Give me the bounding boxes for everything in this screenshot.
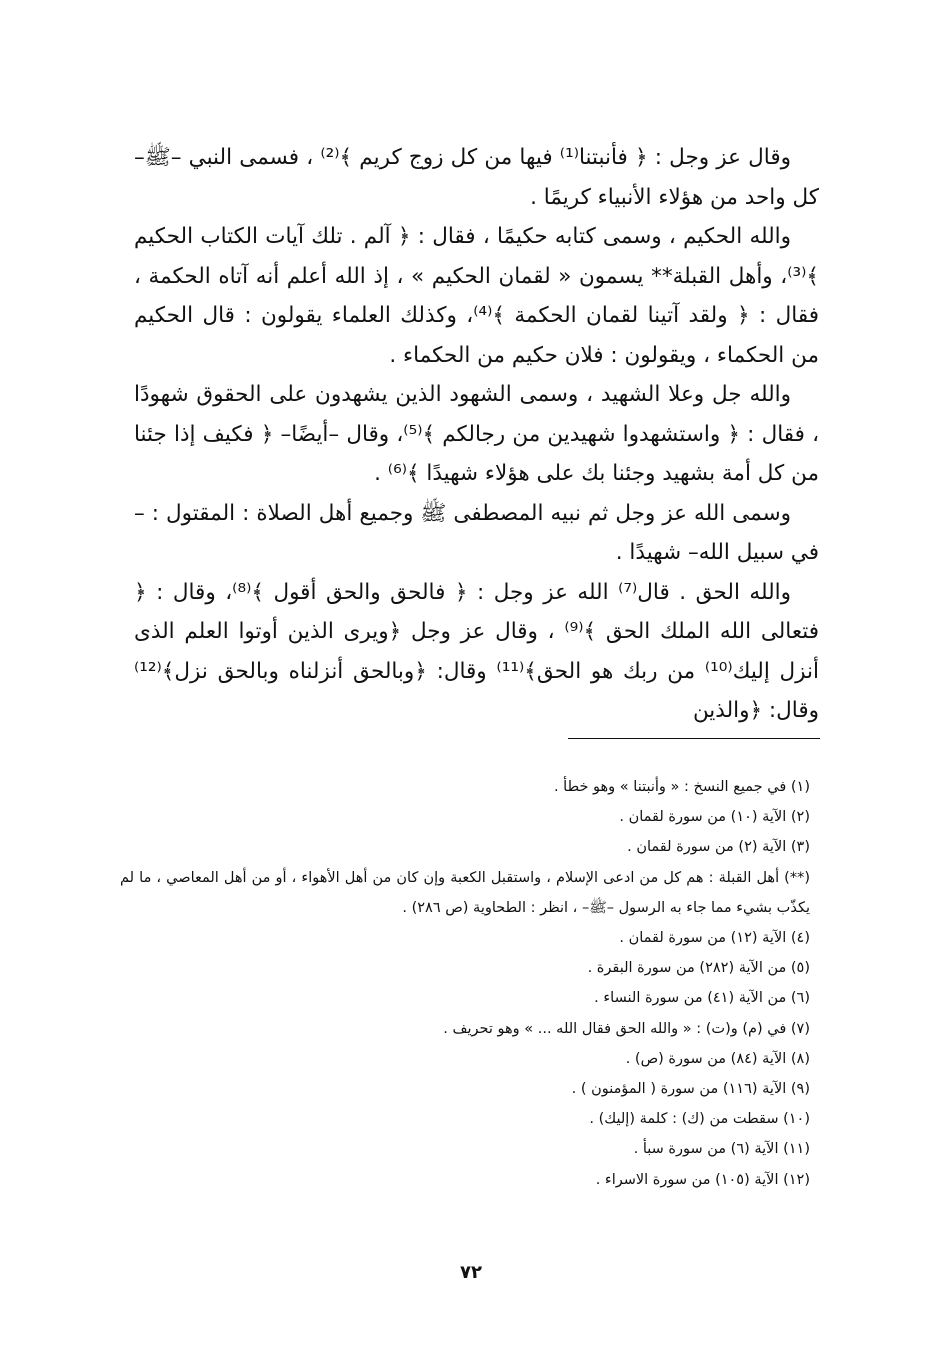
main-text (134, 138, 819, 731)
footnote: (١١) الآية (٦) من سورة سبأ . (633, 1141, 810, 1158)
footnote: (٤) الآية (١٢) من سورة لقمان . (619, 930, 810, 947)
footnote: (١٠) سقطت من (ك) : كلمة (إليك) . (589, 1111, 810, 1128)
footnote: (٥) من الآية (٢٨٢) من سورة البقرة . (587, 960, 810, 977)
footnote: (١٢) الآية (١٠٥) من سورة الاسراء . (595, 1171, 810, 1188)
paragraph: والله الحق . قال⁽⁷⁾ الله عز وجل : ﴿ فالحق والحق أقول ﴾⁽⁸⁾، وقال : ﴿ فتعالى الله الملك الحق ﴾⁽⁹⁾ ، وقال عز وجل ﴿ويرى الذين أوتوا العلم الذى أنزل إليك⁽¹⁰⁾ من ربك هو الحق﴾⁽¹¹⁾ وقال: ﴿وبالحق أنزلناه وبالحق نزل﴾⁽¹²⁾ وقال: ﴿والذين (134, 579, 820, 723)
footnote: (٩) الآية (١١٦) من سورة ( المؤمنون ) . (571, 1081, 810, 1098)
footnote: (٦) من الآية (٤١) من سورة النساء . (594, 990, 810, 1007)
footnote: (١) في جميع النسخ : « وأنبتنا » وهو خطأ . (553, 779, 810, 795)
footnote: (**) أهل القبلة : هم كل من ادعى الإسلام ، واستقبل الكعبة وإن كان من أهل الأهواء ، أو من أهل المعاصي ، ما لم يكذّب بشيء مما جاء به الرسول –ﷺ– ، انظر : الطحاوية (ص ٢٨٦) . (120, 869, 810, 916)
paragraph: والله جل وعلا الشهيد ، وسمى الشهود الذين يشهدون على الحقوق شهودًا ، فقال : ﴿ واستشهدوا شهيدين من رجالكم ﴾⁽⁵⁾، وقال –أيضًا– ﴿ فكيف إذا جئنا من كل أمة بشهيد وجئنا بك على هؤلاء شهيدًا ﴾⁽⁶⁾ . (134, 382, 820, 486)
page-number: ٧٢ (460, 1262, 482, 1283)
footnote: (٢) الآية (١٠) من سورة لقمان . (619, 809, 810, 826)
footnotes (120, 772, 810, 1195)
paragraph: والله الحكيم ، وسمى كتابه حكيمًا ، فقال : ﴿ آلم . تلك آيات الكتاب الحكيم ﴾⁽³⁾، وأهل القبلة** يسمون « لقمان الحكيم » ، إذ الله أعلم أنه آتاه الحكمة ، فقال : ﴿ ولقد آتينا لقمان الحكمة ﴾⁽⁴⁾، وكذلك العلماء يقولون : قال الحكيم من الحكماء ، ويقولون : فلان حكيم من الحكماء . (134, 224, 819, 368)
footnote: (٧) في (م) و(ت) : « والله الحق فقال الله ... » وهو تحريف . (443, 1020, 810, 1037)
paragraph: وسمى الله عز وجل ثم نبيه المصطفى ﷺ وجميع أهل الصلاة : المقتول : –في سبيل الله– شهيدًا . (134, 500, 819, 565)
footnote: (٨) الآية (٨٤) من سورة (ص) . (625, 1050, 810, 1067)
footnote: (٣) الآية (٢) من سورة لقمان . (627, 839, 810, 856)
footnote-divider (568, 738, 820, 739)
paragraph: وقال عز وجل : ﴿ فأنبتنا⁽¹⁾ فيها من كل زوج كريم ﴾⁽²⁾ ، فسمى النبي –ﷺ– كل واحد من هؤلاء الأنبياء كريمًا . (134, 145, 819, 210)
